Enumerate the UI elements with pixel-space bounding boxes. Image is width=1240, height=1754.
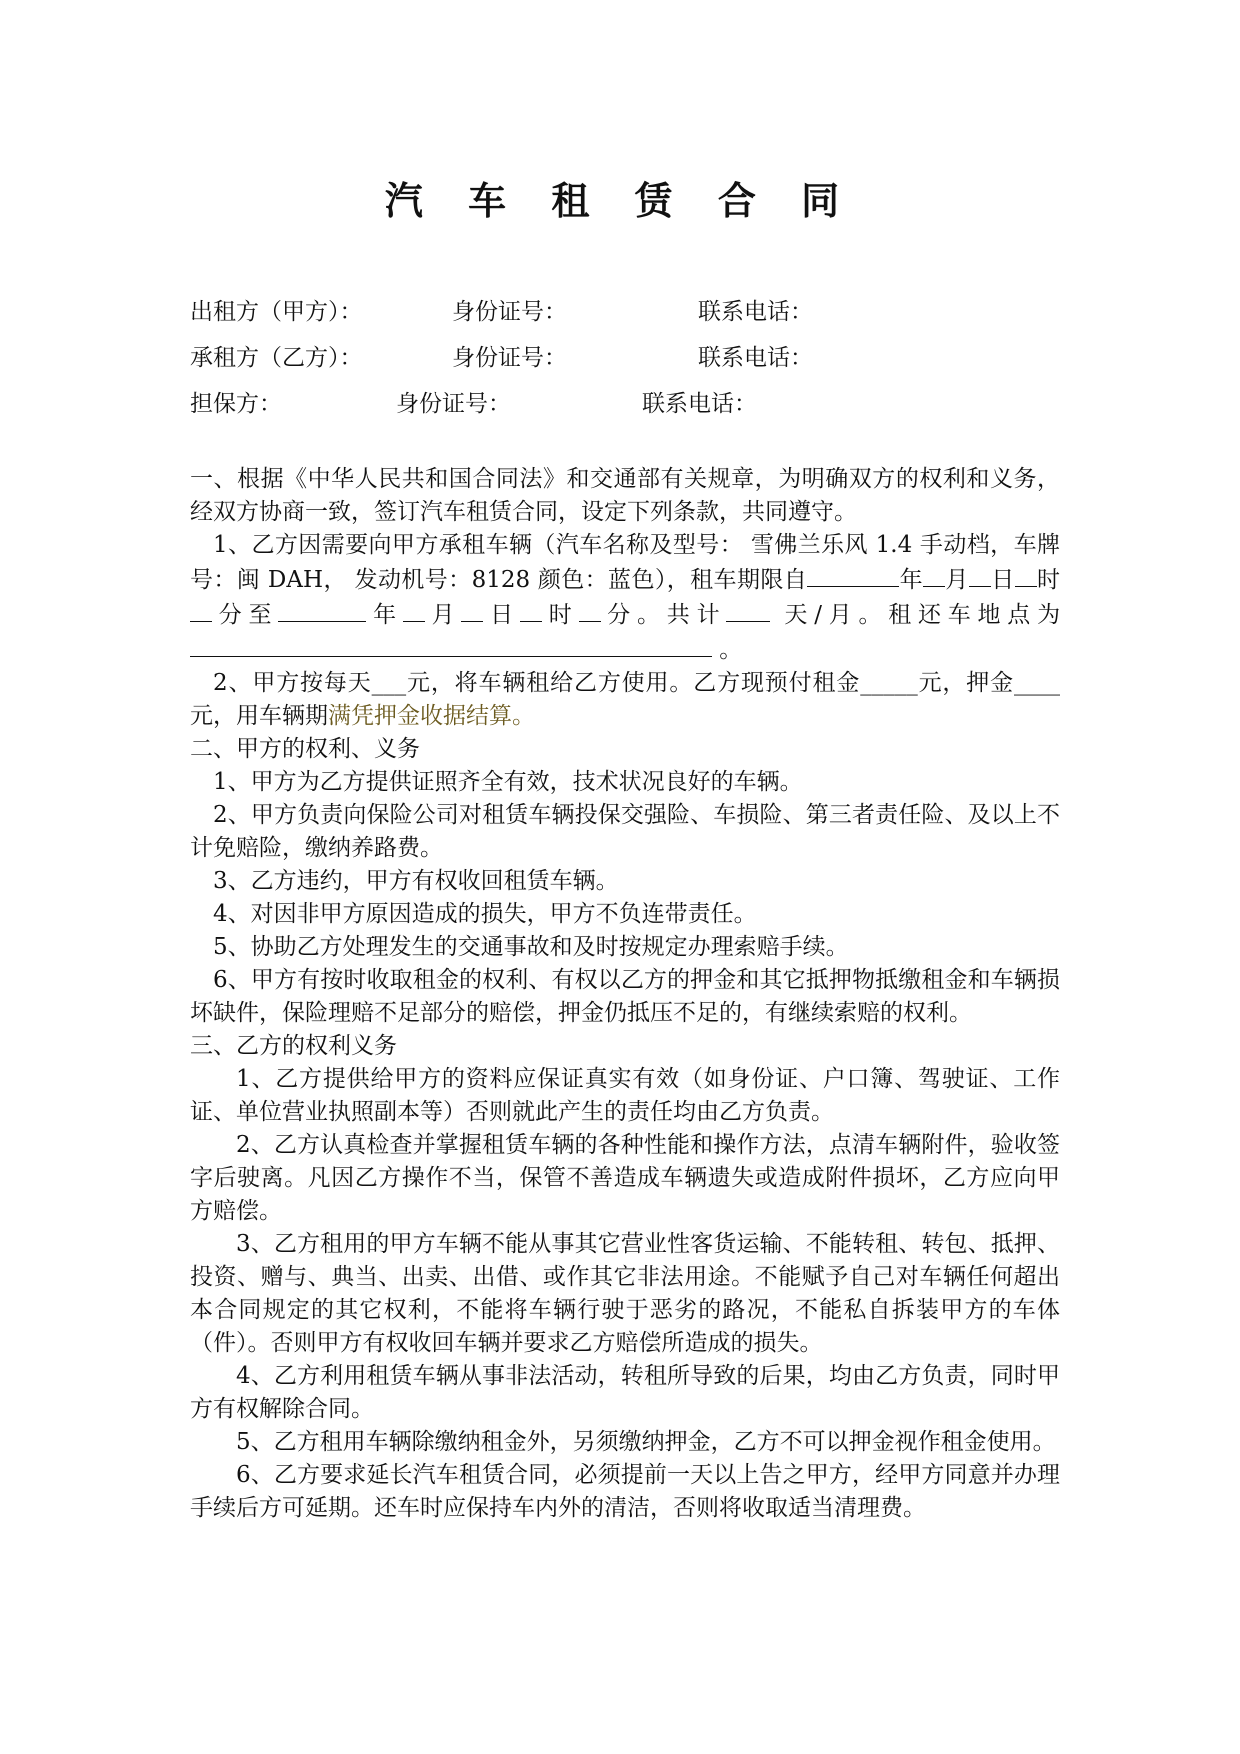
day-label: 日 <box>990 567 1015 593</box>
lessor-phone-label: 联系电话： <box>698 299 813 325</box>
guarantor-phone-label: 联系电话： <box>642 391 757 417</box>
minute-total-label: 分。共计 <box>600 602 727 628</box>
hour-label: 时 <box>1036 567 1061 593</box>
clause-2-paragraph <box>190 667 1060 733</box>
section-2-item: 6、甲方有按时收取租金的权利、有权以乙方的押金和其它抵押物抵缴租金和车辆损坏缺件，保险理赔不足部分的赔偿，押金仍抵压不足的，有继续索赔的权利。 <box>190 967 1060 1026</box>
month-label: 月 <box>424 602 462 628</box>
clause-1-end: 。 <box>712 637 743 663</box>
intro-paragraph: 一、根据《中华人民共和国合同法》和交通部有关规章，为明确双方的权利和义务，经双方协商一致，签订汽车租赁合同，设定下列条款，共同遵守。 <box>190 466 1060 525</box>
start-minute-blank <box>190 597 212 622</box>
year-label: 年 <box>366 602 403 628</box>
section-2-heading: 二、甲方的权利、义务 <box>190 736 420 762</box>
clause-2-note: 满凭押金收据结算。 <box>328 703 535 729</box>
lessee-id-label: 身份证号： <box>452 345 567 371</box>
section-2-item: 2、甲方负责向保险公司对租赁车辆投保交强险、车损险、第三者责任险、及以上不计免赔险，缴纳养路费。 <box>190 802 1060 861</box>
section-2-item: 4、对因非甲方原因造成的损失，甲方不负连带责任。 <box>213 901 757 927</box>
guarantor-label: 担保方： <box>190 391 282 417</box>
section-2-item: 5、协助乙方处理发生的交通事故和及时按规定办理索赔手续。 <box>213 934 849 960</box>
clause-2-text: 2、甲方按每天___元，将车辆租给乙方使用。乙方现预付租金_____元，押金____元，用车辆期 <box>190 670 1060 729</box>
end-hour-blank <box>520 597 542 622</box>
section-3-item: 1、乙方提供给甲方的资料应保证真实有效（如身份证、户口簿、驾驶证、工作证、单位营业执照副本等）否则就此产生的责任均由乙方负责。 <box>190 1066 1060 1125</box>
document-title: 汽 车 租 赁 合 同 <box>384 179 856 223</box>
lessee-phone-label: 联系电话： <box>698 345 813 371</box>
guarantor-id-label: 身份证号： <box>396 391 511 417</box>
year-label: 年 <box>899 567 923 593</box>
hour-label: 时 <box>541 602 579 628</box>
section-3-item: 6、乙方要求延长汽车租赁合同，必须提前一天以上告之甲方，经甲方同意并办理手续后方可延期。还车时应保持车内外的清洁，否则将收取适当清理费。 <box>190 1462 1060 1521</box>
unit-label: 天/月。租还车地点为 <box>770 602 1061 628</box>
section-2-item: 1、甲方为乙方提供证照齐全有效，技术状况良好的车辆。 <box>213 769 803 795</box>
start-day-blank <box>969 562 991 587</box>
start-month-blank <box>923 562 945 587</box>
end-day-blank <box>461 597 483 622</box>
lessee-label: 承租方（乙方）： <box>190 345 363 371</box>
minute-to-label: 分至 <box>212 602 279 628</box>
lessor-id-label: 身份证号： <box>452 299 567 325</box>
clause-1-text: 1、乙方因需要向甲方承租车辆（汽车名称及型号： 雪佛兰乐风 1.4 手动档，车牌号：闽 DAH， 发动机号：8128 颜色：蓝色），租车期限自 <box>190 532 1060 593</box>
section-3-heading: 三、乙方的权利义务 <box>190 1033 397 1059</box>
section-3-item: 2、乙方认真检查并掌握租赁车辆的各种性能和操作方法，点清车辆附件，验收签字后驶离。凡因乙方操作不当，保管不善造成车辆遗失或造成附件损坏，乙方应向甲方赔偿。 <box>190 1132 1060 1224</box>
section-3-item: 3、乙方租用的甲方车辆不能从事其它营业性客货运输、不能转租、转包、抵押、投资、赠与、典当、出卖、出借、或作其它非法用途。不能赋予自己对车辆任何超出本合同规定的其它权利，不能将车辆行驶于恶劣的路况，不能私自拆装甲方的车体（件）。否则甲方有权收回车辆并要求乙方赔偿所造成的损失。 <box>190 1231 1060 1356</box>
location-blank <box>190 632 712 657</box>
section-3-item: 4、乙方利用租赁车辆从事非法活动，转租所导致的后果，均由乙方负责，同时甲方有权解除合同。 <box>190 1363 1060 1422</box>
end-month-blank <box>403 597 425 622</box>
month-label: 月 <box>944 567 969 593</box>
start-year-blank <box>807 562 899 587</box>
total-days-blank <box>726 597 770 622</box>
lessor-label: 出租方（甲方）： <box>190 299 363 325</box>
section-2-item: 3、乙方违约，甲方有权收回租赁车辆。 <box>213 868 619 894</box>
end-minute-blank <box>579 597 601 622</box>
day-label: 日 <box>483 602 520 628</box>
start-hour-blank <box>1015 562 1037 587</box>
contract-body <box>190 463 1060 1525</box>
end-year-blank <box>278 597 366 622</box>
clause-1-paragraph <box>190 529 1060 667</box>
section-3-item: 5、乙方租用车辆除缴纳租金外，另须缴纳押金，乙方不可以押金视作租金使用。 <box>236 1429 1056 1455</box>
